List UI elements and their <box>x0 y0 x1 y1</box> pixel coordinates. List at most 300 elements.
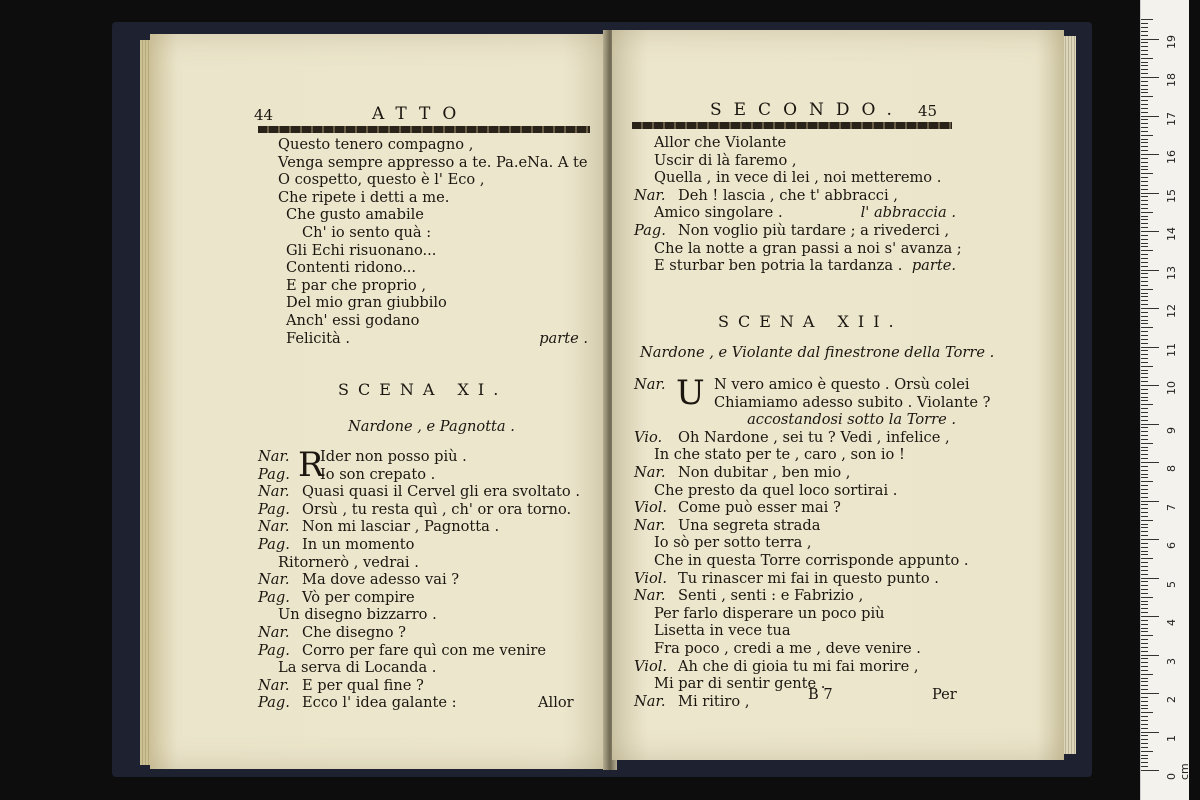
line-text: In che stato per te , caro , son io ! <box>654 446 905 464</box>
ruler-tick <box>1141 562 1148 563</box>
ruler-tick <box>1141 289 1153 290</box>
drop-cap: U <box>676 373 705 413</box>
ruler-tick <box>1141 389 1148 390</box>
speaker-abbrev: Nar. <box>258 518 290 536</box>
ruler-tick <box>1141 89 1148 90</box>
line-text: Ritornerò , vedrai . <box>278 553 419 571</box>
ruler-tick <box>1141 601 1148 602</box>
ruler-tick <box>1141 58 1153 59</box>
ruler-tick <box>1141 516 1148 517</box>
text-line <box>634 499 956 517</box>
line-text: Tu rinascer mi fai in questo punto . <box>678 569 939 587</box>
ruler-tick <box>1141 720 1148 721</box>
ruler-tick <box>1141 108 1148 109</box>
ruler-tick <box>1141 408 1148 409</box>
ruler-tick <box>1141 708 1148 709</box>
ruler-tick <box>1141 470 1148 471</box>
line-text: Questo tenero compagno , <box>278 136 474 153</box>
ruler-tick <box>1141 635 1153 636</box>
ruler-tick <box>1141 320 1148 321</box>
ruler-tick <box>1141 424 1159 425</box>
line-text: Io son crepato . <box>320 465 436 483</box>
ruler-tick <box>1141 270 1159 271</box>
ruler-tick <box>1141 758 1148 759</box>
line-text: Amico singolare . <box>654 204 783 222</box>
ruler-label: 17 <box>1165 111 1178 126</box>
ruler-label: 3 <box>1165 657 1178 665</box>
dialogue-block <box>258 445 588 712</box>
verse-block <box>258 136 588 347</box>
text-line <box>634 239 962 258</box>
ruler-tick <box>1141 46 1148 47</box>
speaker-abbrev: Nar. <box>258 676 290 694</box>
text-line <box>634 187 956 205</box>
ruler-tick <box>1141 381 1148 382</box>
ruler-tick <box>1141 31 1148 32</box>
text-line <box>634 446 956 464</box>
ruler-tick <box>1141 735 1148 736</box>
ruler-tick <box>1141 196 1148 197</box>
ruler-tick <box>1141 593 1148 594</box>
line-text: Mi par di sentir gente . <box>654 675 826 693</box>
ruler-tick <box>1141 462 1159 463</box>
ruler-tick <box>1141 631 1148 632</box>
ruler-label: 19 <box>1165 34 1178 49</box>
speaker-abbrev: Nar. <box>258 448 290 465</box>
ruler-tick <box>1141 323 1148 324</box>
line-text: Quasi quasi il Cervel gli era svoltato . <box>302 483 580 501</box>
ruler-tick <box>1141 439 1148 440</box>
speaker-abbrev: Nar. <box>634 463 666 481</box>
speaker-abbrev: Pag. <box>258 588 290 606</box>
ruler-tick <box>1141 651 1148 652</box>
text-line <box>634 429 956 447</box>
ruler-label: 11 <box>1165 342 1178 357</box>
left-page <box>150 34 608 769</box>
ruler-tick <box>1141 697 1148 698</box>
ruler-label: 8 <box>1165 465 1178 472</box>
ruler-tick <box>1141 250 1153 251</box>
ruler-label: 5 <box>1165 580 1178 588</box>
ruler-tick <box>1141 674 1153 675</box>
ruler-tick <box>1141 531 1148 532</box>
ruler-tick <box>1141 96 1153 97</box>
speaker-abbrev: Viol. <box>634 499 668 517</box>
ruler-tick <box>1141 670 1148 671</box>
ruler-tick <box>1141 501 1159 502</box>
ruler-tick <box>1141 524 1148 525</box>
text-line <box>258 136 588 154</box>
ruler-tick <box>1141 339 1148 340</box>
line-text: Che ripete i detti a me. <box>278 188 450 206</box>
ruler-tick <box>1141 316 1148 317</box>
ruler-tick <box>1141 150 1148 151</box>
ruler-tick <box>1141 739 1148 740</box>
ruler-tick <box>1141 685 1148 686</box>
ruler-tick <box>1141 766 1148 767</box>
text-line <box>634 622 956 640</box>
ruler-tick <box>1141 450 1148 451</box>
ruler-tick <box>1141 570 1148 571</box>
ruler-tick <box>1141 412 1148 413</box>
ruler-tick <box>1141 477 1148 478</box>
ruler-tick <box>1141 331 1148 332</box>
text-line <box>258 483 588 501</box>
ruler-tick <box>1141 158 1148 159</box>
right-page <box>612 30 1064 760</box>
ruler-tick <box>1141 566 1148 567</box>
text-line <box>634 464 956 482</box>
ruler-tick <box>1141 678 1148 679</box>
ruler-tick <box>1141 431 1148 432</box>
ruler-tick <box>1141 293 1148 294</box>
ruler-tick <box>1141 312 1148 313</box>
ruler-tick <box>1141 512 1148 513</box>
line-text: In un momento <box>302 535 415 553</box>
ruler-tick <box>1141 193 1159 194</box>
text-line <box>258 171 588 189</box>
speaker-abbrev: Nar. <box>634 587 666 605</box>
ruler-tick <box>1141 219 1148 220</box>
line-text: Per farlo disperare un poco più <box>654 604 885 622</box>
line-text: Ider non posso più . <box>320 448 467 465</box>
scena-persons: Nardone , e Pagnotta . <box>348 418 515 435</box>
text-line <box>258 330 588 348</box>
ruler-tick <box>1141 235 1148 236</box>
ruler-tick <box>1141 185 1148 186</box>
ruler-tick <box>1141 42 1148 43</box>
line-text: La serva di Locanda . <box>278 659 437 677</box>
ruler-tick <box>1141 397 1148 398</box>
line-text: Allor che Violante <box>654 134 787 151</box>
ruler-tick <box>1141 724 1148 725</box>
ruler-tick <box>1141 743 1148 744</box>
line-text: Del mio gran giubbilo <box>286 294 447 312</box>
text-line <box>258 259 588 277</box>
ruler-tick <box>1141 520 1153 521</box>
line-text: Non dubitar , ben mio , <box>678 463 851 481</box>
ruler-label: 9 <box>1165 426 1178 434</box>
line-text: Felicità . <box>286 329 350 347</box>
ruler-tick <box>1141 416 1148 417</box>
page-number: 44 <box>254 106 274 124</box>
ruler-tick <box>1141 227 1148 228</box>
line-text: Contenti ridono... <box>286 259 417 277</box>
text-line <box>258 624 588 642</box>
ruler-tick <box>1141 604 1148 605</box>
ruler-tick <box>1141 116 1159 117</box>
ruler-tick <box>1141 527 1148 528</box>
text-line <box>634 482 956 500</box>
text-line <box>258 659 588 677</box>
text-line <box>634 551 969 570</box>
ruler-tick <box>1141 177 1148 178</box>
ruler-tick <box>1141 681 1148 682</box>
ruler-tick <box>1141 146 1148 147</box>
line-text: O cospetto, questo è l' Eco , <box>278 171 485 189</box>
line-text: Ch' io sento quà : <box>302 223 432 241</box>
speaker-abbrev: Nar. <box>634 692 666 710</box>
ruler-tick <box>1141 239 1148 240</box>
ruler-tick <box>1141 655 1159 656</box>
ruler-tick <box>1141 612 1148 613</box>
line-text: Deh ! lascia , che t' abbracci , <box>678 186 898 204</box>
ruler-tick <box>1141 504 1148 505</box>
running-head: SECONDO. <box>710 100 904 120</box>
line-text: N vero amico è questo . Orsù colei <box>714 376 970 393</box>
line-text: Non mi lasciar , Pagnotta . <box>302 518 500 536</box>
ruler-tick <box>1141 624 1148 625</box>
ruler-tick <box>1141 581 1148 582</box>
speaker-abbrev: Pag. <box>258 535 290 553</box>
ruler-tick <box>1141 131 1148 132</box>
ruler-tick <box>1141 712 1153 713</box>
line-text: Non voglio più tardare ; a rivederci , <box>678 221 950 239</box>
text-line <box>258 466 588 484</box>
catchword: Allor <box>538 694 574 711</box>
ruler-tick <box>1141 350 1148 351</box>
ruler-tick <box>1141 343 1148 344</box>
ruler-tick <box>1141 643 1148 644</box>
line-text: Che la notte a gran passi a noi s' avanza ; <box>654 239 962 257</box>
ruler-tick <box>1141 751 1153 752</box>
line-text: Orsù , tu resta quì , ch' or ora torno. <box>302 500 572 518</box>
ruler-tick <box>1141 447 1148 448</box>
text-line <box>634 570 956 588</box>
ruler-tick <box>1141 92 1148 93</box>
ruler-tick <box>1141 123 1148 124</box>
ruler-tick <box>1141 705 1148 706</box>
ruler-label: 18 <box>1165 73 1178 87</box>
speaker-abbrev: Pag. <box>258 465 290 483</box>
ruler-tick <box>1141 254 1148 255</box>
ruler-tick <box>1141 628 1148 629</box>
ruler-tick <box>1141 246 1148 247</box>
ruler-tick <box>1141 578 1159 579</box>
ruler-tick <box>1141 166 1148 167</box>
text-line <box>634 134 956 152</box>
ruler-tick <box>1141 639 1148 640</box>
ruler-tick <box>1141 493 1148 494</box>
line-text: Vò per compire <box>302 588 415 606</box>
text-line <box>634 640 956 658</box>
line-text: Oh Nardone , sei tu ? Vedi , infelice , <box>678 428 950 446</box>
ruler-tick <box>1141 39 1159 40</box>
ruler-label: 10 <box>1165 381 1178 395</box>
speaker-abbrev: Pag. <box>634 221 666 239</box>
stage-direction: l' abbraccia . <box>860 204 956 222</box>
line-text: Ma dove adesso vai ? <box>302 571 460 589</box>
ruler-tick <box>1141 300 1148 301</box>
ruler-tick <box>1141 662 1148 663</box>
line-text: Quella , in vece di lei , noi metteremo . <box>654 169 942 187</box>
text-line <box>258 312 588 330</box>
ruler-label: 13 <box>1165 265 1178 280</box>
ruler-tick <box>1141 747 1148 748</box>
ruler-label: 15 <box>1165 188 1178 203</box>
ruler-tick <box>1141 119 1148 120</box>
ruler-tick <box>1141 281 1148 282</box>
ruler-tick <box>1141 173 1153 174</box>
ruler-tick <box>1141 558 1153 559</box>
text-line <box>634 222 956 240</box>
ruler-tick <box>1141 489 1148 490</box>
ruler-tick <box>1141 585 1148 586</box>
speaker-abbrev: Nar. <box>634 186 666 204</box>
ruler-tick <box>1141 404 1153 405</box>
ruler-tick <box>1141 354 1148 355</box>
ruler-tick <box>1141 54 1148 55</box>
ruler-tick <box>1141 647 1148 648</box>
ruler-tick <box>1141 189 1148 190</box>
line-text: Mi ritiro , <box>678 692 750 710</box>
scena-persons: Nardone , e Violante dal finestrone della Torre . <box>640 344 995 361</box>
text-line <box>634 675 956 693</box>
text-line <box>258 536 588 554</box>
ruler-tick <box>1141 347 1159 348</box>
stage-direction: parte . <box>539 329 588 347</box>
ruler-tick <box>1141 104 1148 105</box>
ruler-tick <box>1141 620 1148 621</box>
speaker-abbrev: Nar. <box>258 623 290 641</box>
ruler-tick <box>1141 216 1148 217</box>
ruler-tick <box>1141 589 1148 590</box>
text-line <box>634 517 956 535</box>
ruler-label: 1 <box>1165 734 1178 742</box>
ruler-tick <box>1141 377 1148 378</box>
ruler-tick <box>1141 139 1148 140</box>
line-text: Corro per fare quì con me venire <box>302 641 546 659</box>
text-line <box>634 693 956 711</box>
ruler-tick <box>1141 616 1159 617</box>
ruler-tick <box>1141 19 1153 20</box>
ruler-tick <box>1141 547 1148 548</box>
ruler-tick <box>1141 69 1148 70</box>
line-text: Un disegno bizzarro . <box>278 606 437 624</box>
ruler-tick <box>1141 458 1148 459</box>
text-line <box>634 411 956 429</box>
ruler-tick <box>1141 427 1148 428</box>
ruler-tick <box>1141 243 1148 244</box>
ruler-tick <box>1141 466 1148 467</box>
ruler-tick <box>1141 85 1148 86</box>
ruler-tick <box>1141 296 1148 297</box>
line-text: Lisetta in vece tua <box>654 622 791 640</box>
drop-cap: R <box>298 445 324 485</box>
text-line <box>258 189 588 207</box>
text-line <box>258 589 588 607</box>
line-text: Che in questa Torre corrisponde appunto . <box>654 551 969 569</box>
ruler-tick <box>1141 551 1148 552</box>
stage-direction: accostandosi sotto la Torre . <box>747 411 956 429</box>
ruler-tick <box>1141 335 1148 336</box>
ruler-tick <box>1141 200 1148 201</box>
ruler-tick <box>1141 273 1148 274</box>
ruler-tick <box>1141 508 1148 509</box>
ruler-tick <box>1141 77 1159 78</box>
text-line <box>258 154 588 172</box>
ruler-tick <box>1141 100 1148 101</box>
head-rule <box>258 126 590 133</box>
ruler-tick <box>1141 539 1159 540</box>
ruler-label: 0 cm <box>1165 763 1191 780</box>
ruler-tick <box>1141 701 1148 702</box>
line-text: Che disegno ? <box>302 623 406 641</box>
ruler-tick <box>1141 208 1148 209</box>
ruler-tick <box>1141 304 1148 305</box>
speaker-abbrev: Vio. <box>634 428 663 446</box>
ruler-tick <box>1141 755 1148 756</box>
text-line <box>634 605 956 623</box>
speaker-abbrev: Viol. <box>634 569 668 587</box>
text-line <box>258 448 588 466</box>
ruler-tick <box>1141 285 1148 286</box>
ruler-tick <box>1141 393 1148 394</box>
ruler-tick <box>1141 23 1148 24</box>
ruler-tick <box>1141 497 1148 498</box>
ruler-tick <box>1141 62 1148 63</box>
ruler-tick <box>1141 732 1159 733</box>
line-text: Chiamiamo adesso subito . Violante ? <box>714 393 991 411</box>
ruler-label: 16 <box>1165 150 1178 164</box>
speaker-abbrev: Viol. <box>634 657 668 675</box>
ruler-tick <box>1141 50 1148 51</box>
line-text: Uscir di là faremo , <box>654 151 797 169</box>
ruler-label: 4 <box>1165 619 1178 626</box>
line-text: E per qual fine ? <box>302 676 424 694</box>
line-text: Come può esser mai ? <box>678 499 841 517</box>
line-text: Che presto da quel loco sortirai . <box>654 481 898 499</box>
ruler-tick <box>1141 435 1148 436</box>
speaker-abbrev: Nar. <box>258 571 290 589</box>
signature-mark: B 7 <box>808 686 833 703</box>
ruler-tick <box>1141 266 1148 267</box>
ruler-tick <box>1141 27 1148 28</box>
text-line <box>634 393 991 412</box>
ruler-tick <box>1141 574 1148 575</box>
text-line <box>258 294 588 312</box>
ruler-tick <box>1141 327 1153 328</box>
text-line <box>258 554 588 572</box>
ruler-tick <box>1141 73 1148 74</box>
line-text: Fra poco , credi a me , deve venire . <box>654 639 921 657</box>
stage-direction: parte. <box>911 257 956 275</box>
ruler-tick <box>1141 112 1148 113</box>
measuring-ruler <box>1140 0 1189 800</box>
ruler-tick <box>1141 366 1153 367</box>
ruler-label: 6 <box>1165 542 1178 549</box>
ruler-tick <box>1141 262 1148 263</box>
ruler-tick <box>1141 223 1148 224</box>
speaker-abbrev: Pag. <box>258 500 290 518</box>
line-text: Ecco l' idea galante : <box>302 694 457 712</box>
ruler-tick <box>1141 154 1159 155</box>
ruler-tick <box>1141 181 1148 182</box>
text-line <box>258 224 588 242</box>
ruler-tick <box>1141 277 1148 278</box>
ruler-tick <box>1141 385 1159 386</box>
ruler-tick <box>1141 485 1148 486</box>
text-line <box>258 206 588 224</box>
ruler-tick <box>1141 258 1148 259</box>
text-line <box>634 169 956 187</box>
text-line <box>258 677 588 695</box>
ruler-tick <box>1141 370 1148 371</box>
ruler-tick <box>1141 554 1148 555</box>
line-text: Che gusto amabile <box>286 206 424 224</box>
text-line <box>634 204 956 222</box>
ruler-tick <box>1141 400 1148 401</box>
